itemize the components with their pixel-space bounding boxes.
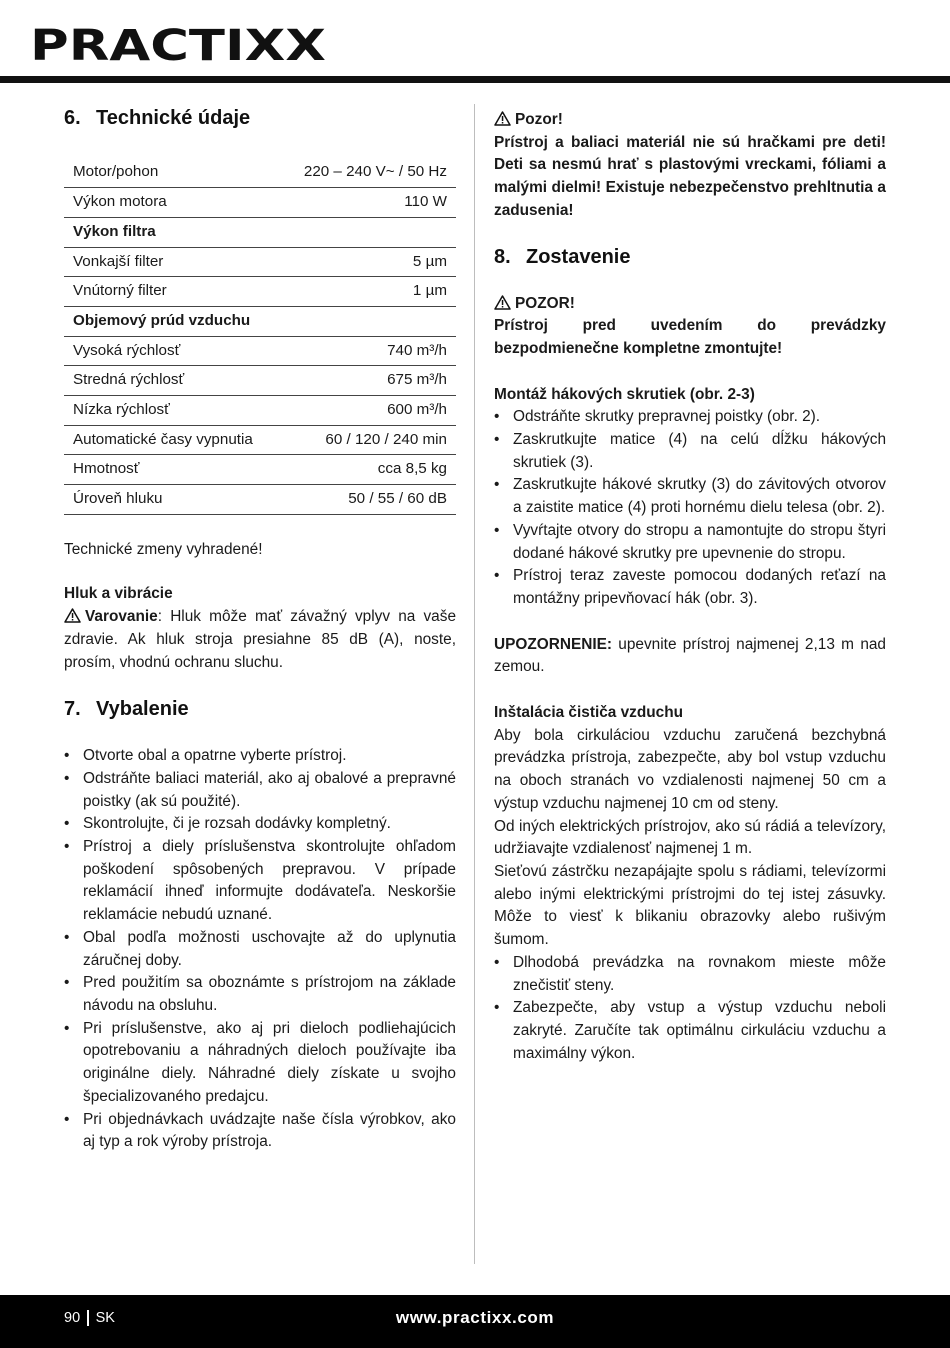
install-paragraph: Aby bola cirkuláciou vzduchu zaručená bezchybná prevádzka prístroja, zabezpečte, aby bol vstup vzduchu na oboch stranách vo vzdialenosti najmenej 50 cm a výstup vzduchu najmenej 10 cm od steny. (494, 726, 886, 812)
spec-row: Výkon motora 110 W (64, 188, 456, 218)
spec-row: Hmotnosť cca 8,5 kg (64, 455, 456, 485)
mount-heading: Montáž hákových skrutiek (obr. 2-3) (494, 385, 755, 403)
list-item: • Otvorte obal a opatrne vyberte prístroj. (64, 745, 456, 768)
pozor-label-line: Pozor! (494, 109, 886, 132)
svg-text:PRACTIXX: PRACTIXX (30, 21, 326, 71)
section-7-heading: 7. Vybalenie (64, 698, 189, 721)
list-item: • Obal podľa možnosti uschovajte až do uplynutia záručnej doby. (64, 927, 456, 972)
install-paragraph: Od iných elektrických prístrojov, ako sú rádiá a televízory, udržiavajte vzdialenosť najmenej 1 m. (494, 817, 886, 858)
install-heading: Inštalácia čističa vzduchu (494, 704, 684, 722)
right-column (494, 104, 886, 1065)
page-number: 90 SK (64, 1310, 115, 1326)
warning-icon (64, 608, 81, 623)
section-8-heading: 8. Zostavenie (494, 245, 631, 268)
list-item: • Prístroj teraz zaveste pomocou dodaných reťazí na montážny pripevňovací hák (obr. 3). (494, 565, 886, 610)
upozornenie-note: UPOZORNENIE: upevnite prístroj najmenej 2,13 m nad zemou. (494, 635, 886, 676)
mount-list (494, 406, 886, 610)
list-item: • Zaskrutkujte matice (4) na celú dĺžku hákových skrutiek (3). (494, 429, 886, 474)
warning-icon (494, 111, 511, 126)
list-item: • Skontrolujte, či je rozsah dodávky kompletný. (64, 813, 456, 836)
noise-heading: Hluk a vibrácie (64, 585, 173, 603)
column-divider (474, 104, 475, 1264)
warning-icon (494, 295, 511, 310)
left-column (64, 104, 456, 1154)
pozor-text: Prístroj a baliaci materiál nie sú hračkami pre deti! Deti sa nesmú hrať s plastovými vreckami, fóliami a malými dielmi! Existuje nebezpečenstvo prehltnutia a zadusenia! (494, 133, 886, 219)
spec-row: Motor/pohon 220 – 240 V~ / 50 Hz (64, 158, 456, 188)
list-item: • Odstráňte skrutky prepravnej poistky (obr. 2). (494, 406, 886, 429)
spec-group-row: Výkon filtra (64, 217, 456, 247)
spec-row: Úroveň hluku 50 / 55 / 60 dB (64, 485, 456, 515)
install-paragraph: Sieťovú zástrčku nezapájajte spolu s rádiami, televízormi alebo inými elektrickými prístrojmi do tej istej zásuvky. Môže to viesť k blikaniu obrazovky alebo rušivým šumom. (494, 862, 886, 949)
footer-bar (0, 1295, 950, 1348)
noise-warning: Varovanie: Hluk môže mať závažný vplyv na vaše zdravie. Ak hluk stroja presiahne 85 dB (A), noste, prosím, vhodnú ochranu sluchu. (64, 608, 456, 671)
list-item: • Pri objednávkach uvádzajte naše čísla výrobkov, ako aj typ a rok výroby prístroja. (64, 1109, 456, 1154)
spec-row: Vnútorný filter 1 µm (64, 277, 456, 307)
install-list (494, 952, 886, 1066)
section-6-heading: 6. Technické údaje (64, 107, 251, 129)
list-item: • Zabezpečte, aby vstup a výstup vzduchu neboli zakryté. Zaručíte tak optimálnu cirkuláciu vzduchu a maximálny výkon. (494, 997, 886, 1065)
technical-changes-note: Technické zmeny vyhradené! (64, 540, 263, 558)
spec-row: Stredná rýchlosť 675 m³/h (64, 366, 456, 396)
spec-row: Vysoká rýchlosť 740 m³/h (64, 336, 456, 366)
spec-group-row: Objemový prúd vzduchu (64, 306, 456, 336)
practixx-logo (30, 16, 330, 76)
spec-row: Nízka rýchlosť 600 m³/h (64, 396, 456, 426)
list-item: • Pred použitím sa oboznámte s prístrojom na základe návodu na obsluhu. (64, 972, 456, 1017)
website-url: www.practixx.com (395, 1308, 555, 1327)
pozor2-label-line: POZOR! (494, 293, 886, 316)
spec-row: Automatické časy vypnutia 60 / 120 / 240 min (64, 425, 456, 455)
unpacking-list (64, 745, 456, 1154)
list-item: • Pri príslušenstve, ako aj pri dieloch podliehajúcich opotrebovaniu a náhradných dieloch používajte iba originálne diely. Náhradné diely získate u svojho špecializovaného predajcu. (64, 1018, 456, 1109)
list-item: • Vyvŕtajte otvory do stropu a namontujte do stropu štyri dodané hákové skrutky pre upevnenie do stropu. (494, 520, 886, 565)
list-item: • Dlhodobá prevádzka na rovnakom mieste môže znečistiť steny. (494, 952, 886, 997)
list-item: • Zaskrutkujte hákové skrutky (3) do závitových otvorov a zaistite matice (4) proti hornému dielu telesa (obr. 2). (494, 474, 886, 519)
list-item: • Odstráňte baliaci materiál, ako aj obalové a prepravné poistky (ak sú použité). (64, 768, 456, 813)
spec-table (64, 158, 456, 515)
header-rule (0, 76, 950, 83)
list-item: • Prístroj a diely príslušenstva skontrolujte ohľadom poškodení spôsobených prepravou. V prípade reklamácií ihneď informujte dodávateľa. Neskoršie reklamácie nebudú uznané. (64, 836, 456, 927)
pozor2-text: Prístroj pred uvedením do prevádzky bezpodmienečne kompletne zmontujte! (494, 317, 886, 357)
spec-row: Vonkajší filter 5 µm (64, 247, 456, 277)
